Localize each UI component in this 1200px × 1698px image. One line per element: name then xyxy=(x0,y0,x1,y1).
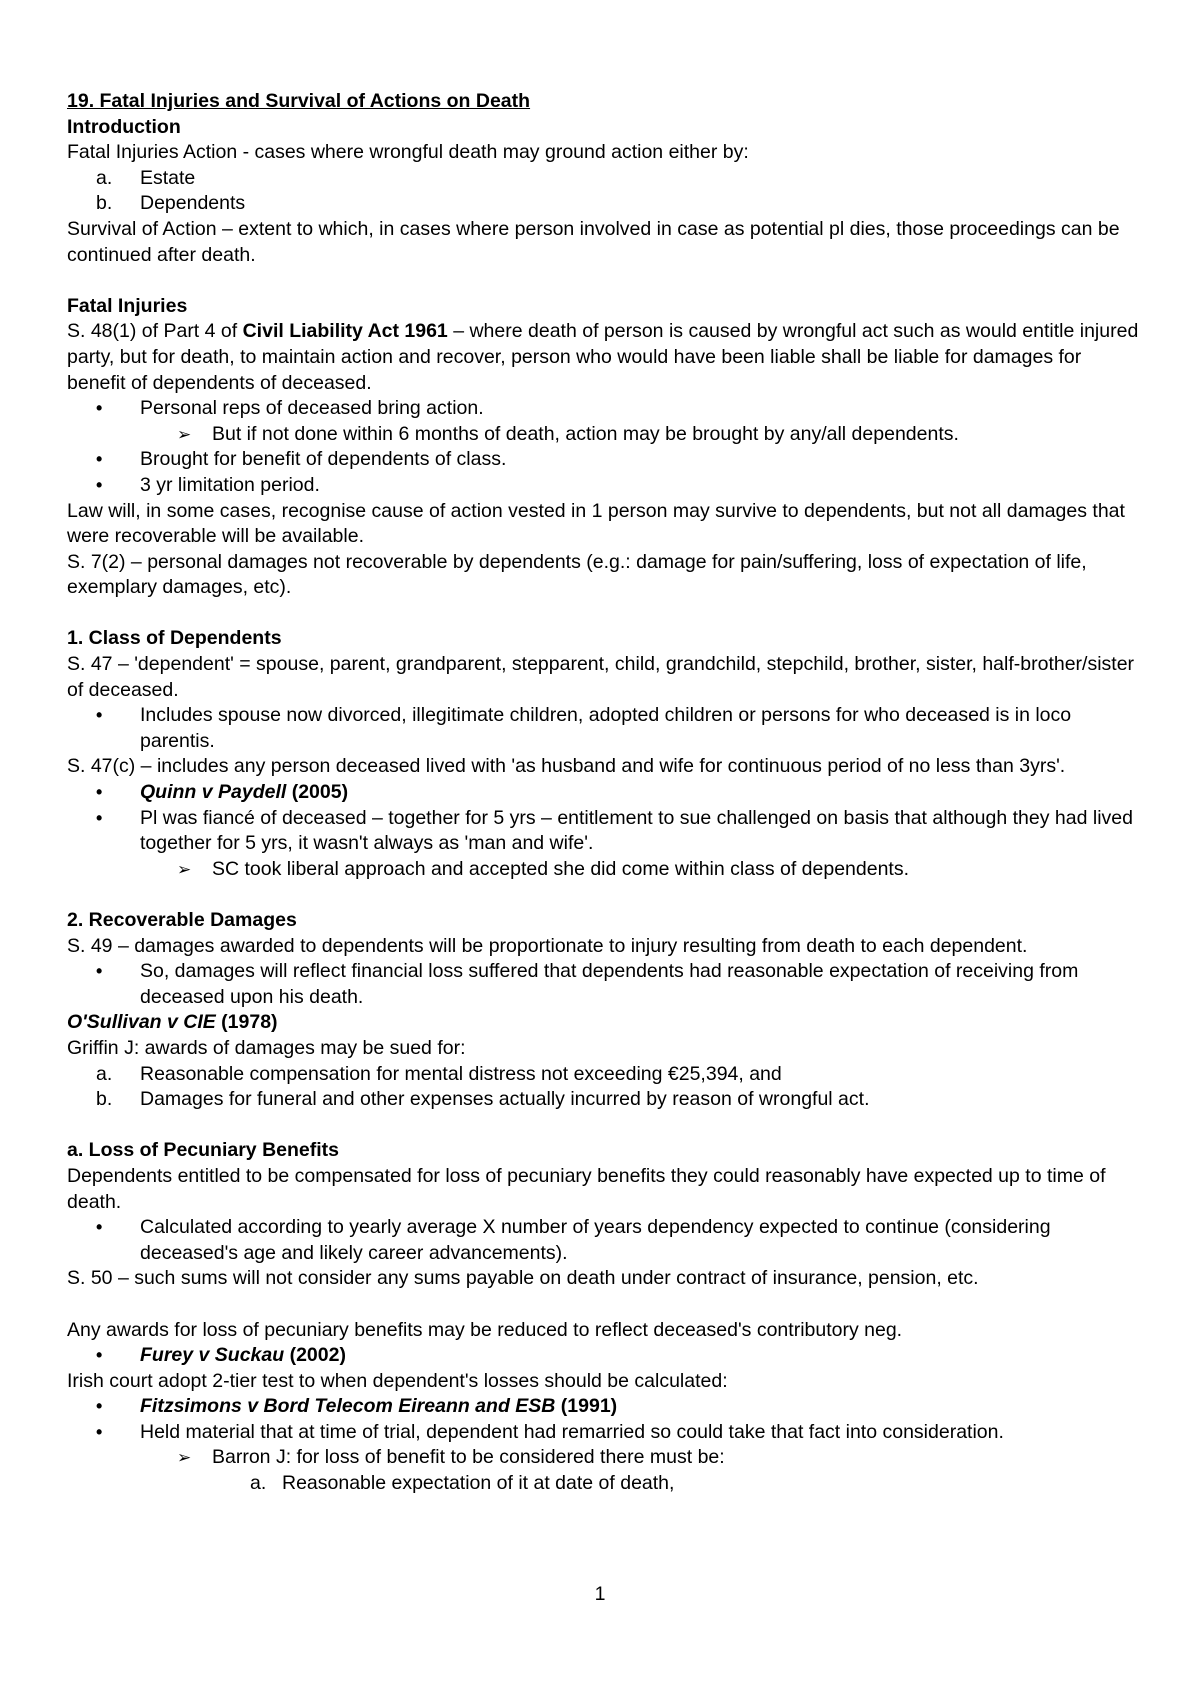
bullet-icon: • xyxy=(96,782,103,803)
bullet-icon: • xyxy=(96,1217,103,1238)
s47-paragraph: S. 47 – 'dependent' = spouse, parent, grandparent, stepparent, child, grandchild, stepchild, brother, sister, half-brother/sister of deceased. xyxy=(67,653,1135,701)
list-item-text: Reasonable expectation of it at date of death, xyxy=(282,1472,675,1495)
s50-paragraph: S. 50 – such sums will not consider any sums payable on death under contract of insurance, pension, etc. xyxy=(67,1267,979,1290)
list-item xyxy=(67,191,1142,217)
bullet-item xyxy=(67,1394,1142,1420)
case-name: Fitzsimons v Bord Telecom Eireann and ESB xyxy=(140,1395,556,1418)
irish-court-paragraph: Irish court adopt 2-tier test to when dependent's losses should be calculated: xyxy=(67,1369,728,1392)
law-paragraph: Law will, in some cases, recognise cause of action vested in 1 person may survive to dependents, but not all damages that were recoverable will be available. xyxy=(67,499,1125,548)
page-number: 1 xyxy=(594,1583,606,1605)
case-name: O'Sullivan v CIE xyxy=(67,1011,216,1034)
bullet-item xyxy=(67,703,1142,754)
list-item-text: Damages for funeral and other expenses actually incurred by reason of wrongful act. xyxy=(140,1088,870,1111)
recoverable-damages-heading: 2. Recoverable Damages xyxy=(67,909,297,931)
list-item xyxy=(67,166,1142,192)
s49-paragraph: S. 49 – damages awarded to dependents will be proportionate to injury resulting from death to each dependent. xyxy=(67,934,1028,957)
bullet-icon: • xyxy=(96,807,103,828)
bullet-text: So, damages will reflect financial loss suffered that dependents had reasonable expectation of receiving from deceased upon his death. xyxy=(140,960,1079,1008)
case-name: Quinn v Paydell xyxy=(140,781,287,804)
sub-bullet-text: SC took liberal approach and accepted she did come within class of dependents. xyxy=(212,857,910,880)
arrow-icon: ➢ xyxy=(177,424,192,444)
bullet-item xyxy=(67,396,1142,422)
sub-bullet-text: Barron J: for loss of benefit to be considered there must be: xyxy=(212,1446,725,1469)
bullet-item xyxy=(67,959,1142,1010)
case-year: (2002) xyxy=(284,1344,346,1367)
bullet-item xyxy=(67,806,1142,857)
bullet-item xyxy=(67,1215,1142,1266)
bullet-text: 3 yr limitation period. xyxy=(140,473,320,496)
sub-bullet-text: But if not done within 6 months of death, action may be brought by any/all dependents. xyxy=(212,422,959,445)
list-marker: b. xyxy=(96,192,113,215)
bullet-icon: • xyxy=(96,1396,103,1417)
bullet-item xyxy=(67,1420,1142,1446)
awards-paragraph: Any awards for loss of pecuniary benefits may be reduced to reflect deceased's contributory neg. xyxy=(67,1318,903,1341)
list-marker: a. xyxy=(96,1062,113,1085)
intro-paragraph: Fatal Injuries Action - cases where wrongful death may ground action either by: xyxy=(67,141,749,164)
bullet-icon: • xyxy=(96,961,103,982)
fatal-injuries-heading: Fatal Injuries xyxy=(67,294,188,317)
bullet-icon: • xyxy=(96,474,103,495)
list-marker: b. xyxy=(96,1088,113,1111)
s48-text: – where death of person is caused by wrongful act such as would entitle injured party, but for death, to maintain action and recover, person who would have been liable shall be liable for damages for benefit of dependents of deceased. xyxy=(67,320,1139,394)
sub-bullet-item xyxy=(67,857,1142,883)
bullet-icon: • xyxy=(96,398,103,419)
bullet-icon: • xyxy=(96,449,103,470)
case-year: (1991) xyxy=(555,1395,618,1418)
list-item xyxy=(67,1471,1142,1497)
act-name: Civil Liability Act 1961 xyxy=(242,320,448,343)
list-item-text: Dependents xyxy=(140,192,246,215)
bullet-icon: • xyxy=(96,1421,103,1442)
list-item xyxy=(67,1062,1142,1088)
list-marker: a. xyxy=(96,166,113,189)
s47c-paragraph: S. 47(c) – includes any person deceased lived with 'as husband and wife for continuous period of no less than 3yrs'. xyxy=(67,755,1066,778)
bullet-text: Held material that at time of trial, dependent had remarried so could take that fact into consideration. xyxy=(140,1420,1004,1443)
document-title: 19. Fatal Injuries and Survival of Actions on Death xyxy=(67,90,531,112)
bullet-text: Calculated according to yearly average X number of years dependency expected to continue (considering deceased's age and likely career advancements). xyxy=(140,1216,1051,1264)
sub-bullet-item xyxy=(67,1445,1142,1471)
page-content xyxy=(67,89,1142,1497)
case-year: (1978) xyxy=(215,1011,278,1034)
bullet-item xyxy=(67,780,1142,806)
arrow-icon: ➢ xyxy=(177,859,192,879)
bullet-item xyxy=(67,1343,1142,1369)
bullet-icon: • xyxy=(96,705,103,726)
bullet-item xyxy=(67,447,1142,473)
sub-bullet-item xyxy=(67,422,1142,448)
bullet-text: Personal reps of deceased bring action. xyxy=(140,397,484,420)
bullet-text: Includes spouse now divorced, illegitimate children, adopted children or persons for who deceased is in loco parentis. xyxy=(140,704,1072,752)
griffin-paragraph: Griffin J: awards of damages may be sued for: xyxy=(67,1036,466,1059)
class-of-dependents-heading: 1. Class of Dependents xyxy=(67,627,282,650)
pecuniary-paragraph: Dependents entitled to be compensated for loss of pecuniary benefits they could reasonably have expected up to time of death. xyxy=(67,1164,1106,1213)
bullet-text: Pl was fiancé of deceased – together for 5 yrs – entitlement to sue challenged on basis that although they had lived together for 5 yrs, it wasn't always as 'man and wife'. xyxy=(140,806,1133,855)
s48-prefix: S. 48(1) of Part 4 of xyxy=(67,320,243,343)
list-marker: a. xyxy=(250,1472,267,1495)
pecuniary-benefits-heading: a. Loss of Pecuniary Benefits xyxy=(67,1139,340,1162)
bullet-text: Brought for benefit of dependents of class. xyxy=(140,448,507,471)
case-name: Furey v Suckau xyxy=(140,1344,285,1367)
bullet-icon: • xyxy=(96,1345,103,1366)
s48-paragraph xyxy=(67,319,1142,396)
bullet-item xyxy=(67,473,1142,499)
list-item-text: Reasonable compensation for mental distress not exceeding €25,394, and xyxy=(140,1062,782,1085)
survival-paragraph: Survival of Action – extent to which, in cases where person involved in case as potential pl dies, those proceedings can be continued after death. xyxy=(67,217,1120,266)
intro-heading: Introduction xyxy=(67,115,181,138)
list-item xyxy=(67,1087,1142,1113)
arrow-icon: ➢ xyxy=(177,1448,192,1468)
case-year: (2005) xyxy=(286,781,349,804)
list-item-text: Estate xyxy=(140,166,196,189)
s7-paragraph: S. 7(2) – personal damages not recoverable by dependents (e.g.: damage for pain/suffering, loss of expectation of life, exemplary damages, etc). xyxy=(67,550,1087,599)
case-citation xyxy=(67,1010,1142,1036)
